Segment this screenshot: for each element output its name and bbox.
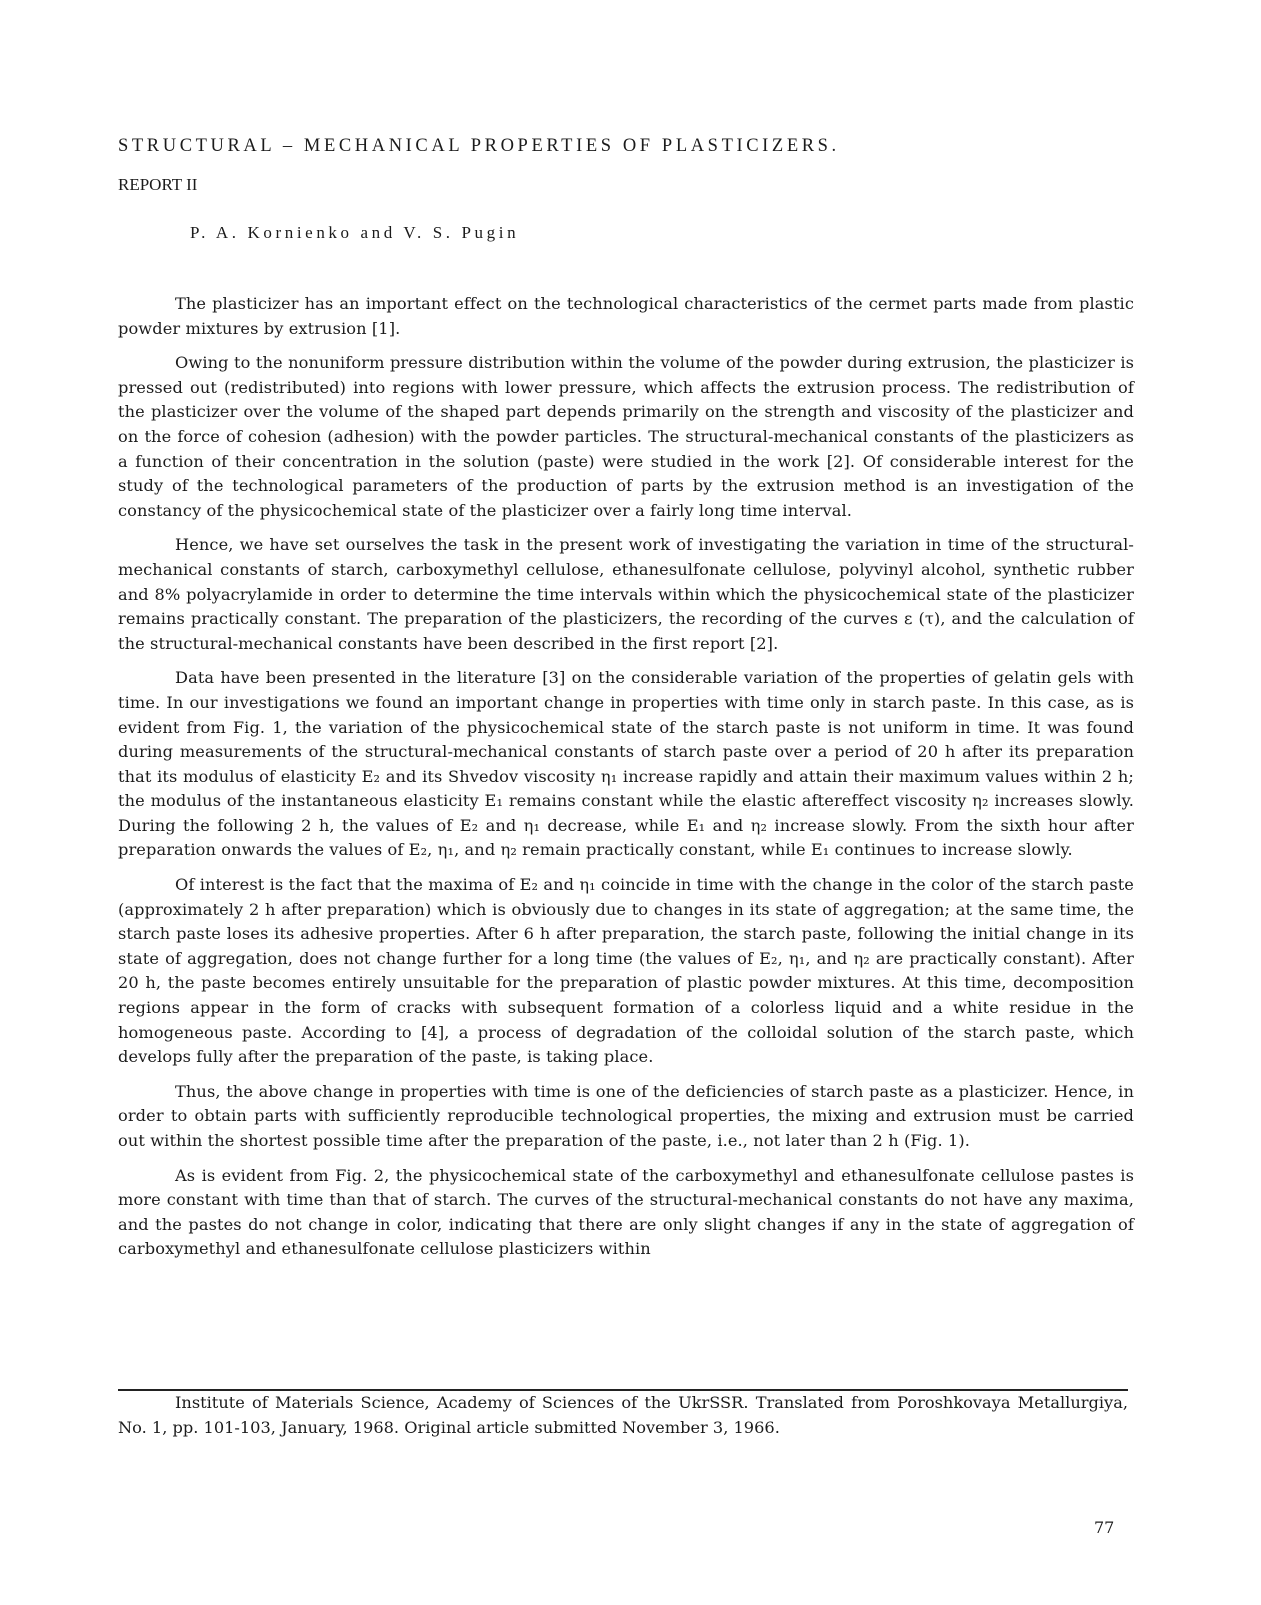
report-label: REPORT II xyxy=(118,175,198,194)
paragraph: The plasticizer has an important effect on the technological characteristics of the cermet parts made from plastic powder mixtures by extrusion [1]. xyxy=(118,294,1134,338)
authors: P. A. Kornienko and V. S. Pugin xyxy=(190,223,520,242)
paragraph: As is evident from Fig. 2, the physicochemical state of the carboxymethyl and ethanesulfonate cellulose pastes is more constant with time than that of starch. The curves of the structural-mechanical constants do not have any maxima, and the pastes do not change in color, indicating that there are only slight changes if any in the state of aggregation of carboxymethyl and ethanesulfonate cellulose plasticizers within xyxy=(118,1165,1134,1259)
paragraph: Hence, we have set ourselves the task in the present work of investigating the variation in time of the structural-mechanical constants of starch, carboxymethyl cellulose, ethanesulfonate cellulose, polyvinyl alcohol, synthetic rubber and 8% polyacrylamide in order to determine the time intervals within which the physicochemical state of the plasticizer remains practically constant. The preparation of the plasticizers, the recording of the curves ε (τ), and the calculation of the structural-mechanical constants have been described in the first report [2]. xyxy=(118,535,1134,653)
page xyxy=(118,0,1134,1605)
paragraph: Thus, the above change in properties with time is one of the deficiencies of starch paste as a plasticizer. Hence, in order to obtain parts with sufficiently reproducible technological properties, the mixing and extrusion must be carried out within the shortest possible time after the preparation of the paste, i.e., not later than 2 h (Fig. 1). xyxy=(118,1081,1134,1150)
article-body xyxy=(118,292,1134,1272)
paragraph: Data have been presented in the literature [3] on the considerable variation of the properties of gelatin gels with time. In our investigations we found an important change in properties with time only in starch paste. In this case, as is evident from Fig. 1, the variation of the physicochemical state of the starch paste is not uniform in time. It was found during measurements of the structural-mechanical constants of starch paste over a period of 20 h after its preparation that its modulus of elasticity E₂ and its Shvedov viscosity η₁ increase rapidly and attain their maximum values within 2 h; the modulus of the instantaneous elasticity E₁ remains constant while the elastic aftereffect viscosity η₂ increases slowly. During the following 2 h, the values of E₂ and η₁ decrease, while E₁ and η₂ increase slowly. From the sixth hour after preparation onwards the values of E₂, η₁, and η₂ remain practically constant, while E₁ continues to increase slowly. xyxy=(118,668,1134,860)
footnote-text: Institute of Materials Science, Academy of Sciences of the UkrSSR. Translated from Poroshkovaya Metallurgiya, No. 1, pp. 101-103, January, 1968. Original article submitted November 3, 1966. xyxy=(118,1393,1128,1437)
page-number: 77 xyxy=(1094,1518,1115,1537)
paragraph: Owing to the nonuniform pressure distribution within the volume of the powder during extrusion, the plasticizer is pressed out (redistributed) into regions with lower pressure, which affects the extrusion process. The redistribution of the plasticizer over the volume of the shaped part depends primarily on the strength and viscosity of the plasticizer and on the force of cohesion (adhesion) with the powder particles. The structural-mechanical constants of the plasticizers as a function of their concentration in the solution (paste) were studied in the work [2]. Of considerable interest for the study of the technological parameters of the production of parts by the extrusion method is an investigation of the constancy of the physicochemical state of the plasticizer over a fairly long time interval. xyxy=(118,353,1134,520)
footnote xyxy=(118,1391,1128,1440)
paragraph: Of interest is the fact that the maxima of E₂ and η₁ coincide in time with the change in the color of the starch paste (approximately 2 h after preparation) which is obviously due to changes in its state of aggregation; at the same time, the starch paste loses its adhesive properties. After 6 h after preparation, the starch paste, following the initial change in its state of aggregation, does not change further for a long time (the values of E₂, η₁, and η₂ are practically constant). After 20 h, the paste becomes entirely unsuitable for the preparation of plastic powder mixtures. At this time, decomposition regions appear in the form of cracks with subsequent formation of a colorless liquid and a white residue in the homogeneous paste. According to [4], a process of degradation of the colloidal solution of the starch paste, which develops fully after the preparation of the paste, is taking place. xyxy=(118,875,1134,1067)
article-title: STRUCTURAL – MECHANICAL PROPERTIES OF PLASTICIZERS. xyxy=(118,136,840,156)
